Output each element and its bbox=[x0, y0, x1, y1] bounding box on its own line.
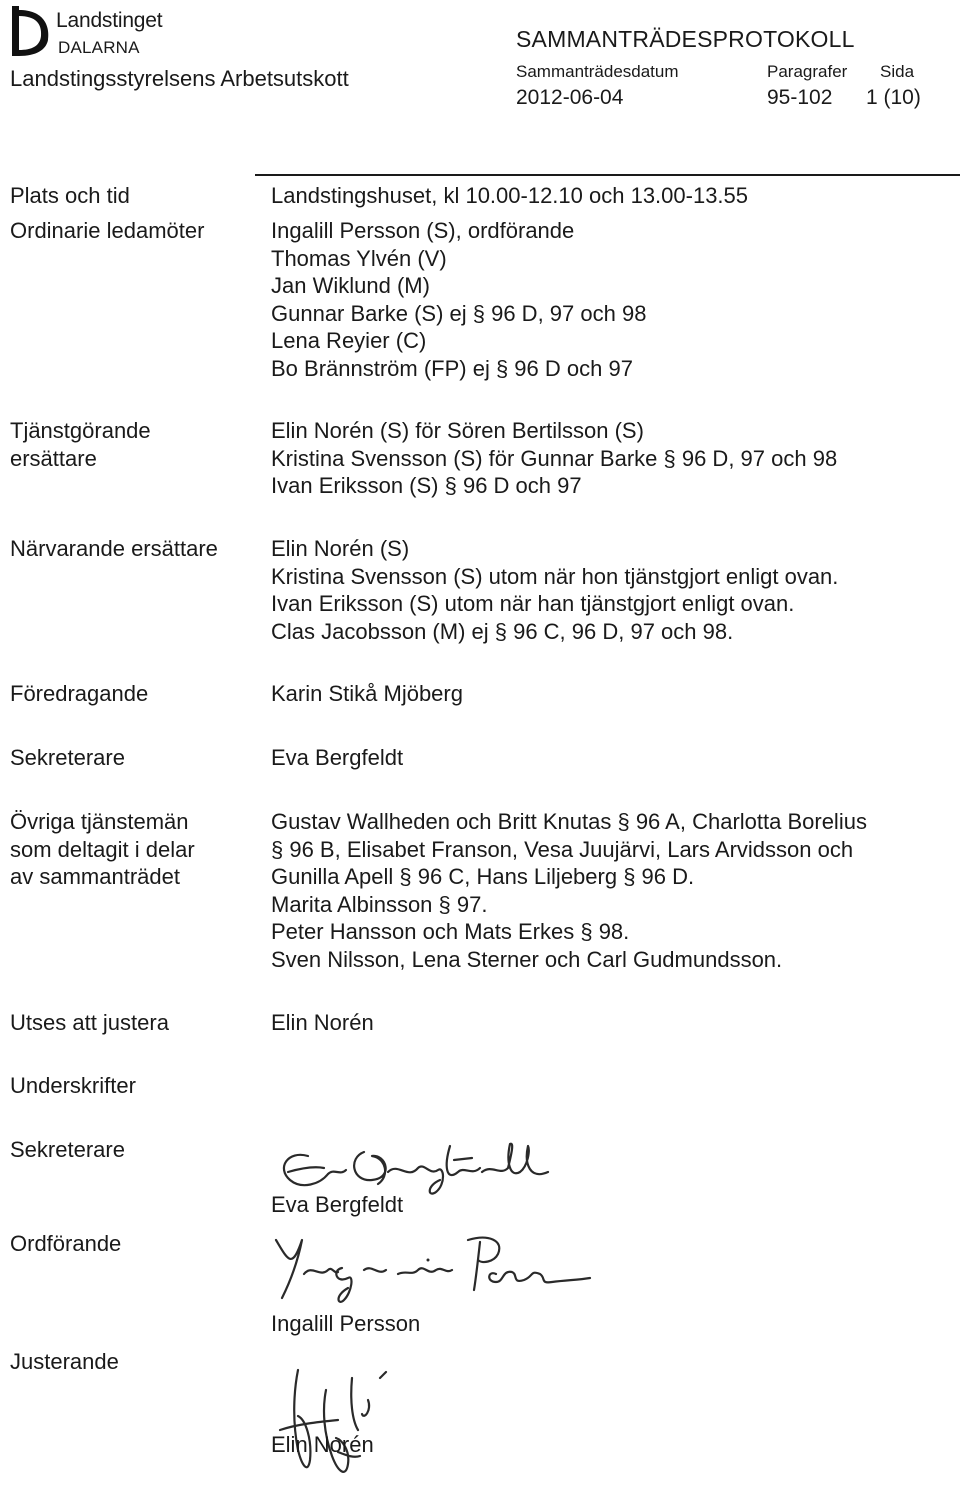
landstinget-logo bbox=[10, 6, 52, 58]
signature-name-chair: Ingalill Persson bbox=[271, 1311, 421, 1336]
row-value-line: Elin Norén (S) bbox=[271, 536, 410, 561]
row-label-line: Närvarande ersättare bbox=[10, 536, 218, 561]
row-label bbox=[10, 808, 195, 891]
row-value-line: Eva Bergfeldt bbox=[271, 745, 404, 770]
document-title: SAMMANTRÄDESPROTOKOLL bbox=[516, 26, 855, 52]
row-label bbox=[10, 535, 218, 563]
row-label bbox=[10, 1009, 169, 1037]
row-value-line: Thomas Ylvén (V) bbox=[271, 245, 447, 271]
row-label bbox=[10, 182, 130, 210]
signature-adjuster-image bbox=[268, 1360, 408, 1485]
signature-chair-image bbox=[268, 1230, 608, 1310]
signature-name-secretary: Eva Bergfeldt bbox=[271, 1192, 404, 1217]
logo-name: Landstinget bbox=[56, 9, 163, 32]
row-label-line: Ordinarie ledamöter bbox=[10, 218, 205, 243]
signature-role-secretary: Sekreterare bbox=[10, 1137, 125, 1162]
row-value-line: Elin Norén bbox=[271, 1010, 374, 1035]
row-value-line: Ivan Eriksson (S) § 96 D och 97 bbox=[271, 473, 582, 498]
row-label bbox=[10, 417, 151, 472]
header-rule bbox=[255, 174, 960, 176]
row-value-line: Sven Nilsson, Lena Sterner och Carl Gudmundsson. bbox=[271, 946, 783, 972]
row-label bbox=[10, 744, 125, 772]
row-value-line: Kristina Svensson (S) för Gunnar Barke § 96 D, 97 och 98 bbox=[271, 445, 838, 471]
signatures-heading: Underskrifter bbox=[10, 1073, 136, 1098]
paragraphs-label: Paragrafer bbox=[767, 62, 848, 81]
row-label-line: Plats och tid bbox=[10, 183, 130, 208]
row-label-line: ersättare bbox=[10, 445, 97, 471]
row-value-line: Landstingshuset, kl 10.00-12.10 och 13.00-13.55 bbox=[271, 183, 749, 208]
row-value-line: Ivan Eriksson (S) utom när han tjänstgjort enligt ovan. bbox=[271, 591, 795, 616]
row-value-line: § 96 B, Elisabet Franson, Vesa Juujärvi, Lars Arvidsson och bbox=[271, 836, 854, 862]
row-label-line: Övriga tjänstemän bbox=[10, 809, 189, 834]
row-label-line: Tjänstgörande bbox=[10, 418, 151, 443]
signature-role-adjuster: Justerande bbox=[10, 1349, 119, 1374]
row-label-line: Sekreterare bbox=[10, 745, 125, 770]
signature-role-chair: Ordförande bbox=[10, 1231, 122, 1256]
row-value bbox=[271, 417, 837, 500]
row-value-line: Peter Hansson och Mats Erkes § 98. bbox=[271, 919, 630, 944]
logo-subtitle: DALARNA bbox=[58, 38, 140, 57]
row-value-line: Gunnar Barke (S) ej § 96 D, 97 och 98 bbox=[271, 300, 647, 326]
row-value bbox=[271, 1009, 374, 1037]
row-value-line: Clas Jacobsson (M) ej § 96 C, 96 D, 97 och 98. bbox=[271, 618, 734, 644]
row-value-line: Bo Brännström (FP) ej § 96 D och 97 bbox=[271, 355, 633, 381]
row-value bbox=[271, 535, 838, 645]
row-value bbox=[271, 680, 463, 708]
page-value: 1 (10) bbox=[866, 86, 921, 109]
date-value: 2012-06-04 bbox=[516, 86, 624, 109]
row-value-line: Gunilla Apell § 96 C, Hans Liljeberg § 96 D. bbox=[271, 864, 695, 889]
row-value bbox=[271, 808, 867, 973]
row-label-line: Utses att justera bbox=[10, 1010, 169, 1035]
date-label: Sammanträdesdatum bbox=[516, 62, 679, 81]
row-value-line: Gustav Wallheden och Britt Knutas § 96 A, Charlotta Borelius bbox=[271, 809, 867, 834]
row-label-line: som deltagit i delar bbox=[10, 836, 195, 862]
signature-name-adjuster: Elin Norén bbox=[271, 1432, 374, 1457]
organization-name: Landstingsstyrelsens Arbetsutskott bbox=[10, 66, 349, 91]
row-value-line: Elin Norén (S) för Sören Bertilsson (S) bbox=[271, 418, 644, 443]
landstinget-logo-icon bbox=[10, 6, 52, 58]
row-value-line: Karin Stikå Mjöberg bbox=[271, 681, 463, 706]
row-value bbox=[271, 182, 748, 210]
row-value bbox=[271, 744, 403, 772]
row-value-line: Jan Wiklund (M) bbox=[271, 273, 430, 298]
row-value-line: Kristina Svensson (S) utom när hon tjänstgjort enligt ovan. bbox=[271, 563, 839, 589]
row-value bbox=[271, 217, 646, 382]
row-label-line: av sammanträdet bbox=[10, 864, 180, 889]
paragraphs-value: 95-102 bbox=[767, 86, 833, 109]
row-value-line: Ingalill Persson (S), ordförande bbox=[271, 218, 575, 243]
row-value-line: Marita Albinsson § 97. bbox=[271, 891, 488, 917]
row-value-line: Lena Reyier (C) bbox=[271, 328, 427, 353]
row-label bbox=[10, 680, 148, 708]
row-label-line: Föredragande bbox=[10, 681, 149, 706]
page-label: Sida bbox=[880, 62, 915, 81]
row-label bbox=[10, 217, 204, 245]
